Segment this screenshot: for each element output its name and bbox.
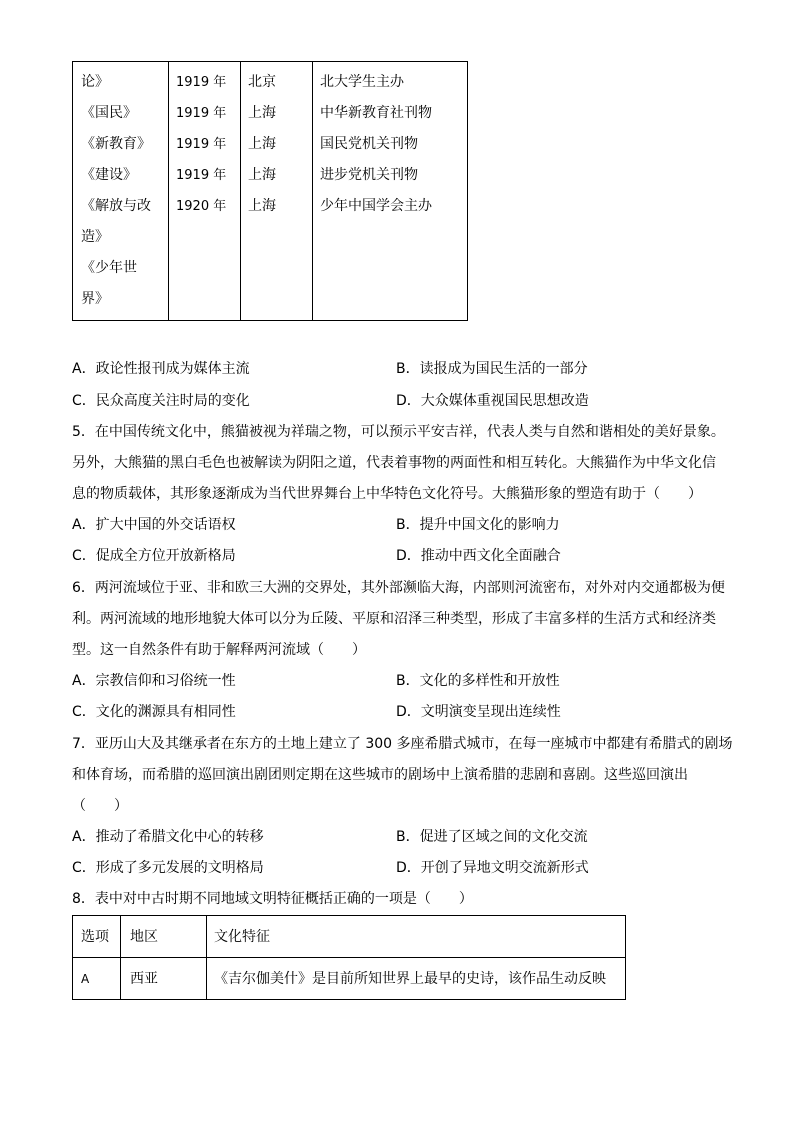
table-cell: 1919 年 <box>176 106 227 121</box>
option-d: D．推动中西文化全面融合 <box>396 548 561 564</box>
option-c: C．促成全方位开放新格局 <box>72 548 236 564</box>
table-cell: 中华新教育社刊物 <box>320 105 432 121</box>
table-cell: 《新教育》 <box>81 136 151 152</box>
question-text: 另外，大熊猫的黑白毛色也被解读为阴阳之道，代表着事物的两面性和相互转化。大熊猫作为中华文化信 <box>72 455 716 471</box>
option-a: A．政论性报刊成为媒体主流 <box>72 361 250 377</box>
table-cell: 界》 <box>81 291 109 307</box>
question-text: 6．两河流域位于亚、非和欧三大洲的交界处，其外部濒临大海，内部则河流密布，对外对内交通都极为便 <box>72 580 725 596</box>
table-cell: 上海 <box>248 105 276 121</box>
option-b: B．提升中国文化的影响力 <box>396 517 560 533</box>
question-text: 利。两河流域的地形地貌大体可以分为丘陵、平原和沼泽三种类型，形成了丰富多样的生活方式和经济类 <box>72 611 716 627</box>
option-b: B．文化的多样性和开放性 <box>396 673 560 689</box>
table-cell: 《吉尔伽美什》是目前所知世界上最早的史诗，该作品生动反映 <box>214 971 606 987</box>
table-cell: 进步党机关刊物 <box>320 167 418 183</box>
table-cell: 1920 年 <box>176 199 227 214</box>
column-place <box>248 62 312 320</box>
option-d: D．大众媒体重视国民思想改造 <box>396 393 589 409</box>
table-cell: 西亚 <box>130 971 158 987</box>
question-text: 7．亚历山大及其继承者在东方的土地上建立了 300 多座希腊式城市，在每一座城市中都建有希腊式的剧场 <box>72 736 733 752</box>
table-cell: 《解放与改 <box>81 198 151 214</box>
option-c: C．民众高度关注时局的变化 <box>72 393 250 409</box>
option-b: B．读报成为国民生活的一部分 <box>396 361 588 377</box>
question-text: 息的物质载体，其形象逐渐成为当代世界舞台上中华特色文化符号。大熊猫形象的塑造有助于（ ） <box>72 486 702 502</box>
table-cell: 《国民》 <box>81 105 137 121</box>
table-cell: 1919 年 <box>176 168 227 183</box>
option-d: D．开创了异地文明交流新形式 <box>396 860 589 876</box>
option-a: A．推动了希腊文化中心的转移 <box>72 829 264 845</box>
civilization-table <box>72 915 626 1000</box>
table-cell: 上海 <box>248 136 276 152</box>
option-a: A．宗教信仰和习俗统一性 <box>72 673 236 689</box>
table-divider <box>73 957 625 958</box>
option-d: D．文明演变呈现出连续性 <box>396 704 561 720</box>
table-cell: 造》 <box>81 229 109 245</box>
table-header: 地区 <box>130 929 158 945</box>
table-header: 文化特征 <box>214 929 270 945</box>
table-header: 选项 <box>81 929 109 945</box>
table-cell: A <box>81 972 90 986</box>
option-c: C．形成了多元发展的文明格局 <box>72 860 264 876</box>
table-cell: 国民党机关刊物 <box>320 136 418 152</box>
publications-table <box>72 61 468 321</box>
table-cell: 少年中国学会主办 <box>320 198 432 214</box>
question-text: （ ） <box>72 798 128 814</box>
table-divider <box>168 62 169 320</box>
question-text: 和体育场，而希腊的巡回演出剧团则定期在这些城市的剧场中上演希腊的悲剧和喜剧。这些巡回演出 <box>72 767 688 783</box>
column-publisher <box>320 62 460 320</box>
question-text: 型。这一自然条件有助于解释两河流域（ ） <box>72 642 366 658</box>
table-cell: 1919 年 <box>176 137 227 152</box>
question-text: 8．表中对中古时期不同地域文明特征概括正确的一项是（ ） <box>72 891 473 907</box>
table-cell: 《建设》 <box>81 167 137 183</box>
column-year <box>176 62 240 320</box>
table-cell: 上海 <box>248 167 276 183</box>
option-b: B．促进了区域之间的文化交流 <box>396 829 588 845</box>
table-cell: 北京 <box>248 74 276 90</box>
table-divider <box>240 62 241 320</box>
table-cell: 《少年世 <box>81 260 137 276</box>
table-cell: 1919 年 <box>176 75 227 90</box>
option-c: C．文化的渊源具有相同性 <box>72 704 236 720</box>
table-cell: 北大学生主办 <box>320 74 404 90</box>
table-divider <box>312 62 313 320</box>
table-cell: 上海 <box>248 198 276 214</box>
table-cell: 论》 <box>81 74 109 90</box>
question-text: 5．在中国传统文化中，熊猫被视为祥瑞之物，可以预示平安吉祥，代表人类与自然和谐相处的美好景象。 <box>72 424 725 440</box>
option-a: A．扩大中国的外交话语权 <box>72 517 236 533</box>
column-title <box>81 62 167 320</box>
